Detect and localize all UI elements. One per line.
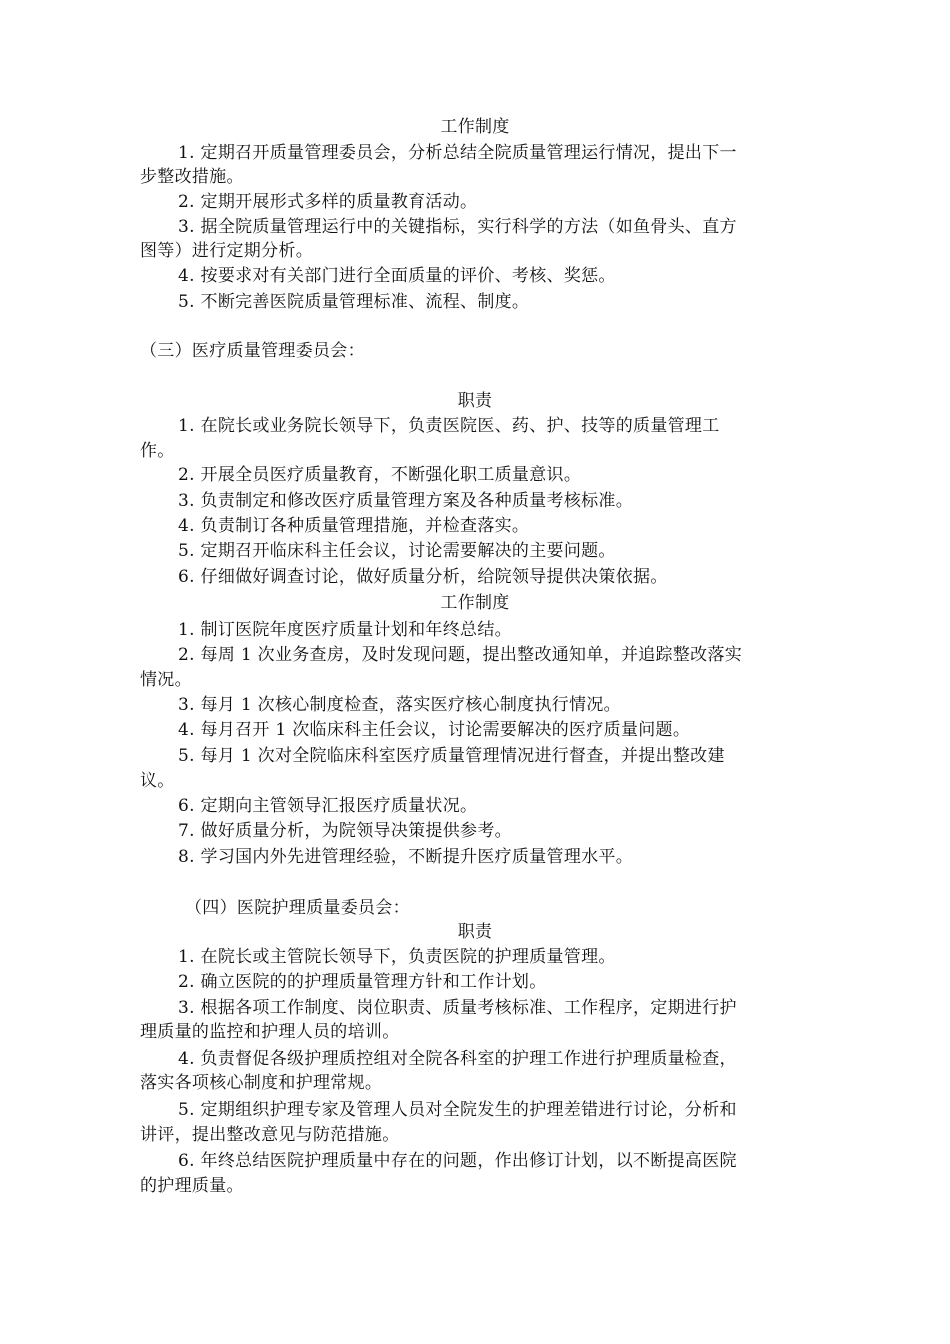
list-item: 6. 年终总结医院护理质量中存在的问题，作出修订计划，以不断提高医院 — [178, 1151, 737, 1171]
list-item: 3. 据全院质量管理运行中的关键指标，实行科学的方法（如鱼骨头、直方 — [178, 217, 737, 237]
list-item: 2. 开展全员医疗质量教育，不断强化职工质量意识。 — [178, 465, 582, 485]
list-item: 1. 制订医院年度医疗质量计划和年终总结。 — [178, 620, 512, 640]
heading-duties: 职责 — [457, 922, 493, 942]
heading-work-rules: 工作制度 — [440, 117, 510, 137]
list-item-continuation: 作。 — [140, 441, 175, 461]
list-item-continuation: 情况。 — [140, 670, 192, 690]
heading-work-rules: 工作制度 — [440, 593, 510, 613]
list-item-continuation: 议。 — [140, 771, 175, 791]
list-item: 6. 定期向主管领导汇报医疗质量状况。 — [178, 796, 478, 816]
list-item: 2. 定期开展形式多样的质量教育活动。 — [178, 192, 478, 212]
list-item: 5. 定期召开临床科主任会议，讨论需要解决的主要问题。 — [178, 541, 616, 561]
list-item: 1. 在院长或主管院长领导下，负责医院的护理质量管理。 — [178, 947, 616, 967]
list-item: 3. 每月 1 次核心制度检查，落实医疗核心制度执行情况。 — [178, 695, 621, 715]
list-item: 3. 根据各项工作制度、岗位职责、质量考核标准、工作程序，定期进行护 — [178, 998, 737, 1018]
list-item-continuation: 的护理质量。 — [140, 1176, 244, 1196]
list-item: 4. 每月召开 1 次临床科主任会议，讨论需要解决的医疗质量问题。 — [178, 720, 691, 740]
list-item: 4. 负责制订各种质量管理措施，并检查落实。 — [178, 516, 530, 536]
list-item-continuation: 讲评，提出整改意见与防范措施。 — [140, 1125, 400, 1145]
list-item: 7. 做好质量分析，为院领导决策提供参考。 — [178, 821, 512, 841]
heading-duties: 职责 — [457, 391, 493, 411]
list-item: 6. 仔细做好调查讨论，做好质量分析，给院领导提供决策依据。 — [178, 567, 668, 587]
list-item-continuation: 步整改措施。 — [140, 167, 244, 187]
list-item-continuation: 落实各项核心制度和护理常规。 — [140, 1073, 383, 1093]
list-item: 2. 确立医院的的护理质量管理方针和工作计划。 — [178, 972, 547, 992]
list-item: 5. 不断完善医院质量管理标准、流程、制度。 — [178, 292, 530, 312]
list-item: 5. 定期组织护理专家及管理人员对全院发生的护理差错进行讨论，分析和 — [178, 1100, 737, 1120]
list-item: 5. 每月 1 次对全院临床科室医疗质量管理情况进行督查，并提出整改建 — [178, 746, 725, 766]
list-item: 2. 每周 1 次业务查房，及时发现问题，提出整改通知单，并追踪整改落实 — [178, 645, 743, 665]
list-item: 3. 负责制定和修改医疗质量管理方案及各种质量考核标准。 — [178, 491, 634, 511]
list-item: 4. 负责督促各级护理质控组对全院各科室的护理工作进行护理质量检查， — [178, 1049, 737, 1069]
list-item-continuation: 图等）进行定期分析。 — [140, 241, 313, 261]
section-heading: （三）医疗质量管理委员会： — [140, 341, 365, 361]
list-item: 4. 按要求对有关部门进行全面质量的评价、考核、奖惩。 — [178, 266, 616, 286]
list-item-continuation: 理质量的监控和护理人员的培训。 — [140, 1022, 400, 1042]
list-item: 1. 定期召开质量管理委员会，分析总结全院质量管理运行情况，提出下一 — [178, 143, 737, 163]
list-item: 8. 学习国内外先进管理经验，不断提升医疗质量管理水平。 — [178, 847, 634, 867]
section-heading: （四）医院护理质量委员会： — [185, 898, 410, 918]
list-item: 1. 在院长或业务院长领导下，负责医院医、药、护、技等的质量管理工 — [178, 416, 720, 436]
